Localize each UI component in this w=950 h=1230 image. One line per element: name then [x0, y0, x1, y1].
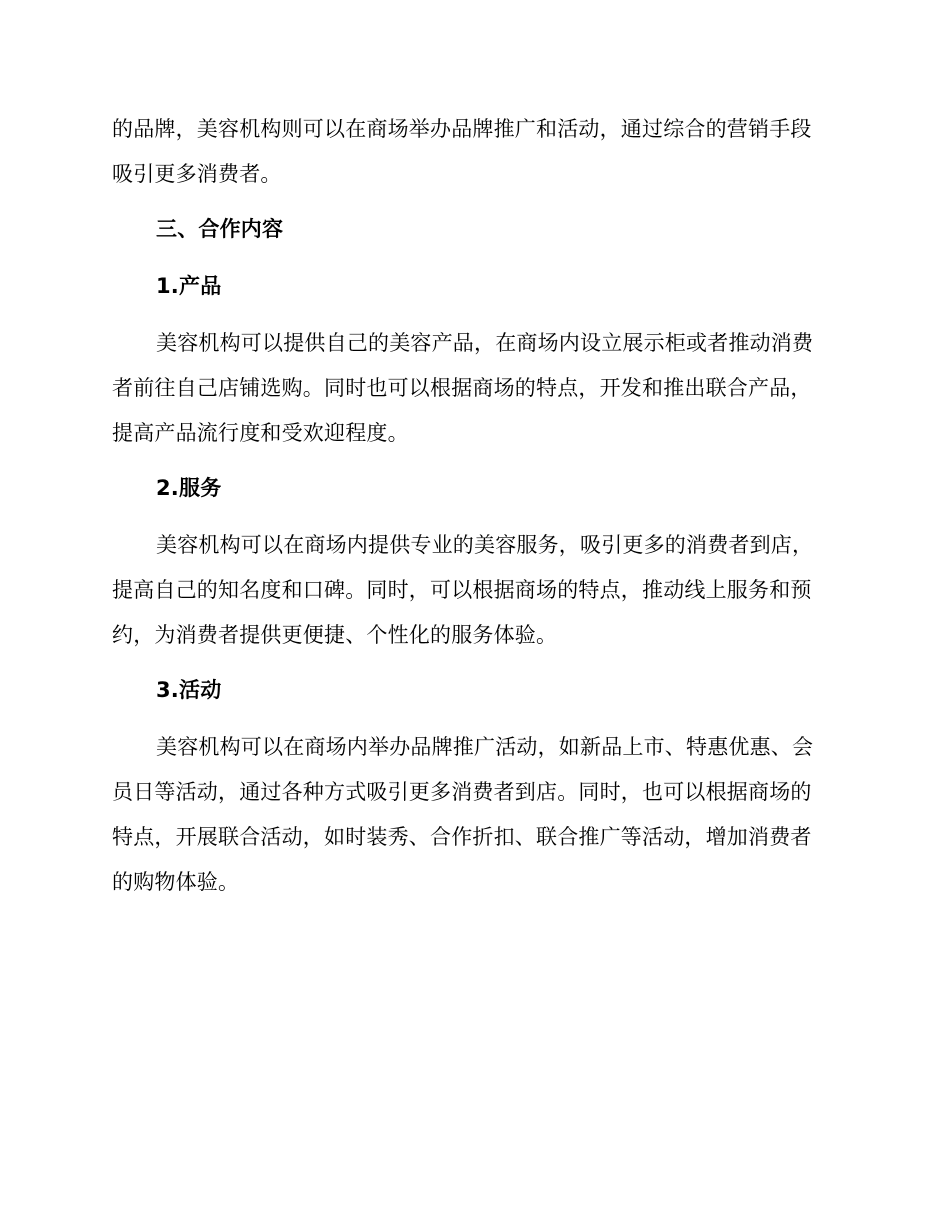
intro-paragraph: 的品牌，美容机构则可以在商场举办品牌推广和活动，通过综合的营销手段吸引更多消费者。	[112, 117, 812, 186]
subsection-body-product: 美容机构可以提供自己的美容产品，在商场内设立展示柜或者推动消费者前往自己店铺选购。同时也可以根据商场的特点，开发和推出联合产品，提高产品流行度和受欢迎程度。	[112, 331, 814, 445]
subsection-body-activity: 美容机构可以在商场内举办品牌推广活动，如新品上市、特惠优惠、会员日等活动，通过各种方式吸引更多消费者到店。同时，也可以根据商场的特点，开展联合活动，如时装秀、合作折扣、联合推广等活动，增加消费者的购物体验。	[112, 735, 814, 894]
section-heading: 三、合作内容	[156, 217, 284, 241]
subsection-body-service: 美容机构可以在商场内提供专业的美容服务，吸引更多的消费者到店，提高自己的知名度和口碑。同时，可以根据商场的特点，推动线上服务和预约，为消费者提供更便捷、个性化的服务体验。	[112, 533, 814, 647]
subsection-heading-service: 2.服务	[156, 476, 222, 500]
document-body	[112, 107, 832, 915]
subsection-heading-activity: 3.活动	[156, 678, 222, 702]
subsection-heading-product: 1.产品	[156, 274, 222, 298]
